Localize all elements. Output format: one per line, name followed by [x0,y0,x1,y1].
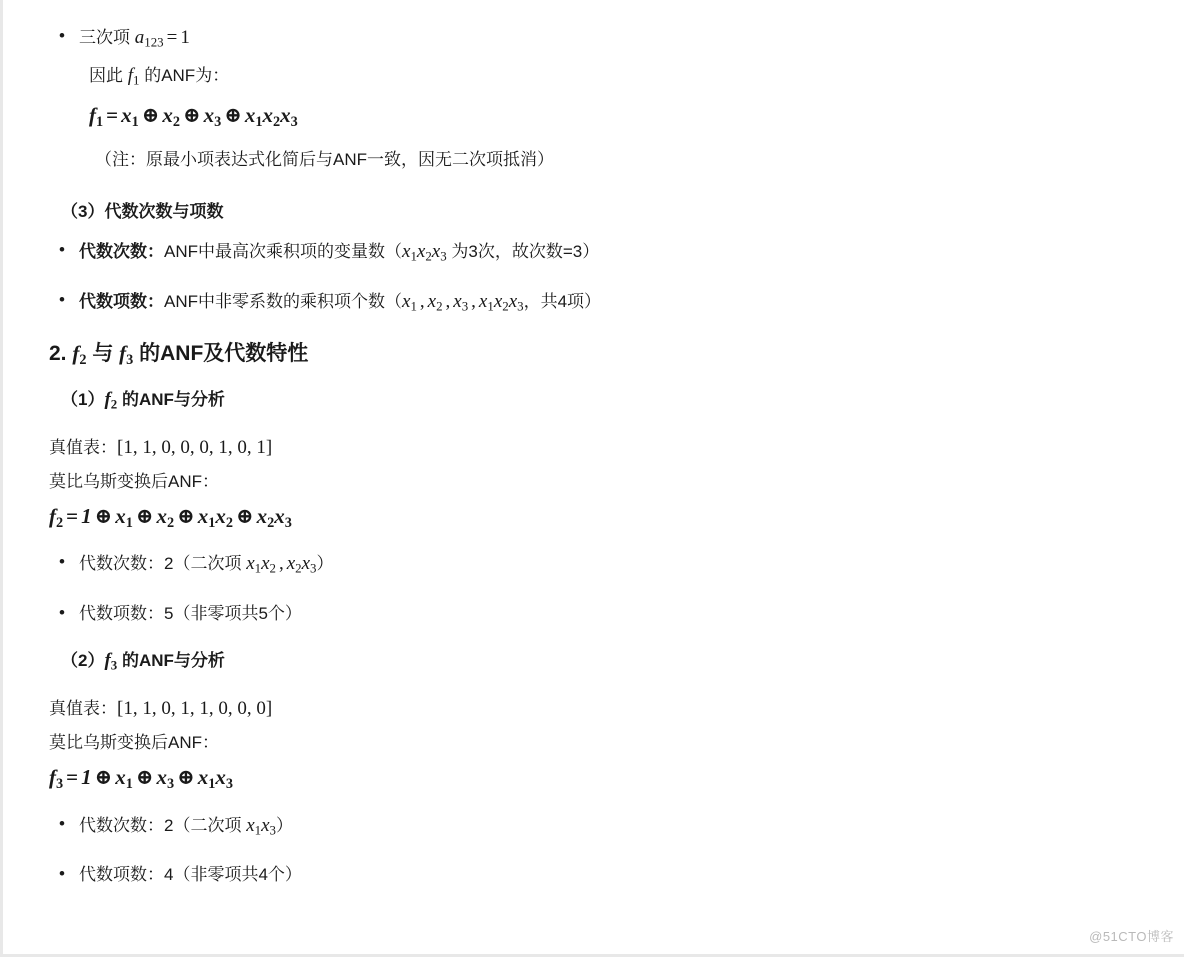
sub-2-heading [49,646,1184,674]
f3-degree-tail: ） [275,815,293,835]
term-count-text: ANF中非零系数的乘积项个数（ [164,292,402,312]
section-2-heading [49,337,1184,369]
f2-degree-label: 代数次数： [79,554,164,574]
list-item [49,601,1184,627]
cubic-term-list [49,24,1184,53]
equation-f2-math: $f_2 = 1$ ⊕ $x_1$ ⊕ $x_2$ ⊕ $x_1x_2$ ⊕ $x_2x_3$ [49,503,292,531]
truth-table-f3 [49,694,1184,720]
f3-terms-label: 代数项数： [79,865,164,885]
list-item [49,862,1184,888]
section-2-f2: $f_2$ [72,340,87,368]
term-count-math: $x_1$ , $x_2$ , $x_3$ , $x_1x_2x_3$ [402,291,524,315]
algebraic-degree-label: 代数次数 [79,241,147,261]
sub-2-suffix: 的ANF与分析 [117,651,225,671]
watermark: @51CTO博客 [1089,929,1174,944]
sub-1-suffix: 的ANF与分析 [117,389,225,409]
sub-2-prefix: （2） [61,651,105,671]
sub-2-f3: $f_3$ [104,650,118,673]
sub-1-list [49,550,1184,626]
document-content [49,0,1184,957]
sub-2-list [49,812,1184,888]
term-count-text-after: ，共4项） [523,292,602,312]
f2-terms-value: 5（非零项共5个） [164,603,302,623]
section-3-heading: （3）代数次数与项数 [61,201,224,221]
therefore-line [49,61,1184,91]
algebraic-degree-text: ANF中最高次乘积项的变量数（ [164,241,402,261]
list-item [49,24,1184,53]
sub-1-heading [49,385,1184,413]
term-count-label: 代数项数 [79,292,147,312]
therefore-f1: $f_1$ [127,64,140,88]
sep: ： [147,292,164,312]
f3-degree-label: 代数次数： [79,815,164,835]
therefore-prefix: 因此 [89,65,128,85]
sub-1-prefix: （1） [61,389,105,409]
mobius-label-f3: 莫比乌斯变换后ANF： [49,732,219,752]
list-item [49,812,1184,841]
truth-table-label: 真值表： [49,437,117,457]
f2-degree-math: $x_1x_2$ , $x_2x_3$ [246,553,317,576]
equation-f1-math: $f_1 = x_1$ ⊕ $x_2$ ⊕ $x_3$ ⊕ $x_1x_2x_3$ [89,102,298,130]
anf-note: （注：原最小项表达式化简后与ANF一致，因无二次项抵消） [95,149,554,169]
cubic-term-math: $a_{123} = 1$ [134,27,190,50]
f3-terms-value: 4（非零项共4个） [164,865,302,885]
truth-table-value: [1, 1, 0, 1, 1, 0, 0, 0] [117,697,273,719]
equation-f3-math: $f_3 = 1$ ⊕ $x_1$ ⊕ $x_3$ ⊕ $x_1x_3$ [49,764,233,792]
mobius-label-f2: 莫比乌斯变换后ANF： [49,471,219,491]
sep: ： [147,241,164,261]
section-2-f3: $f_3$ [119,340,134,368]
f3-degree-value: 2（二次项 [164,815,247,835]
equation-f1 [49,99,1184,134]
sub-1-f2: $f_2$ [104,388,118,412]
f2-degree-value: 2（二次项 [164,554,247,574]
equation-f3 [49,761,1184,796]
f2-degree-tail: ） [316,554,334,574]
cubic-term-label: 三次项 [79,28,135,47]
list-item [49,550,1184,579]
truth-table-value: [1, 1, 0, 0, 0, 1, 0, 1] [117,436,273,458]
truth-table-f2 [49,433,1184,459]
algebraic-degree-math: $x_1x_2x_3$ [402,240,447,264]
list-item [49,288,1184,317]
algebraic-degree-text-after: 为3次，故次数=3） [446,241,600,261]
section-2-mid: 与 [86,341,120,365]
section-2-tail: 的ANF及代数特性 [133,341,309,365]
list-item [49,238,1184,267]
therefore-suffix: 的ANF为： [139,65,230,85]
truth-table-label: 真值表： [49,698,117,718]
f3-degree-math: $x_1x_3$ [246,814,276,838]
f2-terms-label: 代数项数： [79,603,164,623]
equation-f2 [49,500,1184,535]
section-2-number: 2. [49,341,73,365]
section-3-list [49,238,1184,317]
